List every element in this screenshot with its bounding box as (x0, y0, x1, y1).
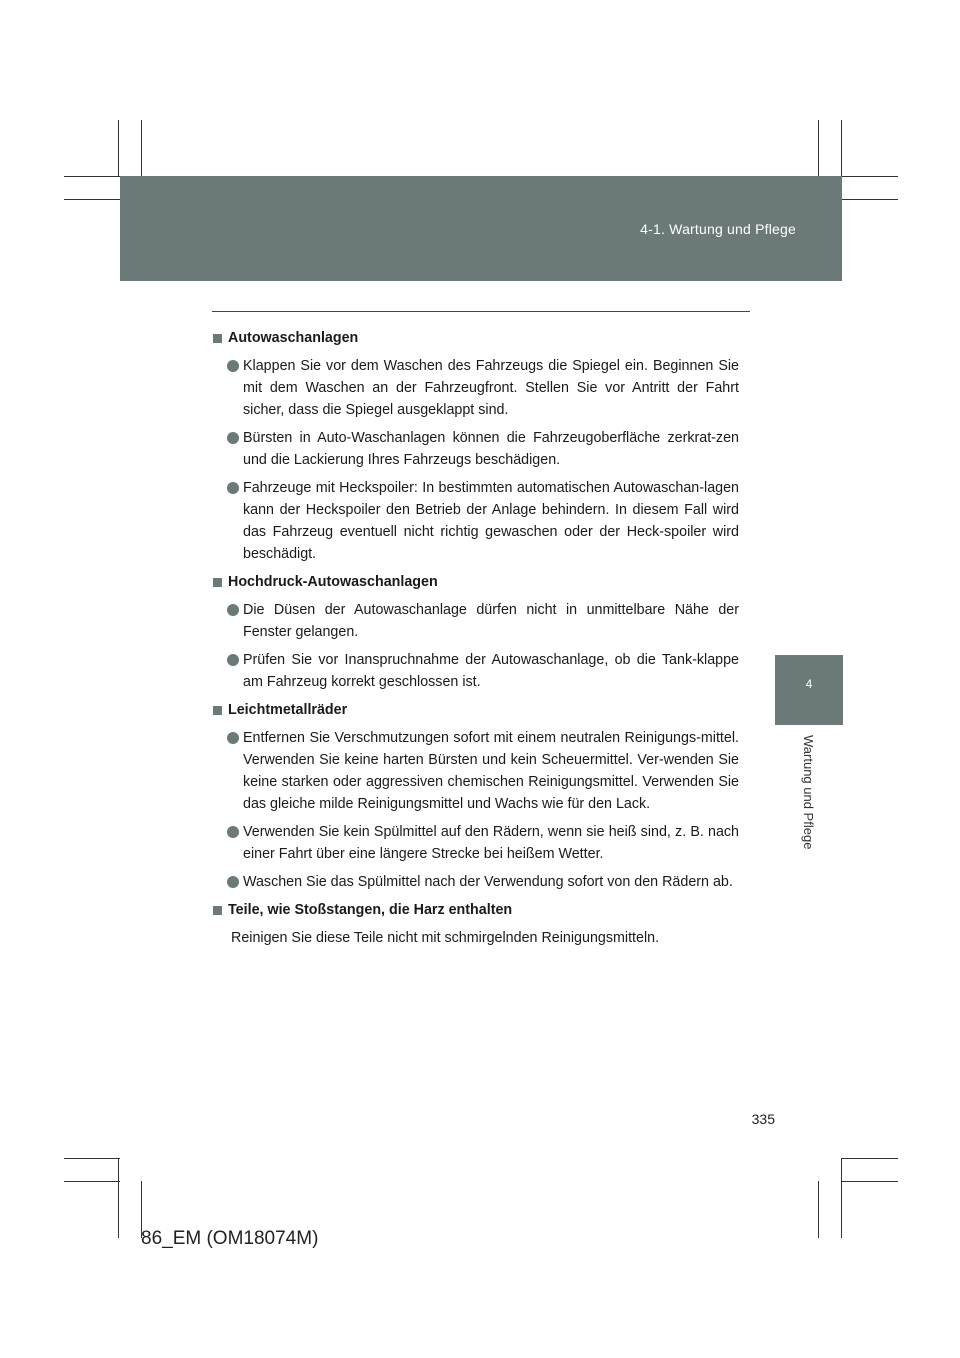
circle-bullet-icon (227, 654, 239, 666)
list-item: Fahrzeuge mit Heckspoiler: In bestimmten automatischen Autowaschan-lagen kann der Heckspoiler den Betrieb der Anlage behindern. In diesem Fall wird das Fahrzeug eventuell nicht richtig gewaschen oder der Heck-spoiler wird beschädigt. (213, 477, 739, 565)
list-item: Prüfen Sie vor Inanspruchnahme der Autowaschanlage, ob die Tank-klappe am Fahrzeug korrekt geschlossen ist. (213, 649, 739, 693)
section-heading: Hochdruck-Autowaschanlagen (213, 571, 739, 593)
crop-mark (841, 120, 842, 176)
crop-mark (141, 120, 142, 176)
section-heading: Leichtmetallräder (213, 699, 739, 721)
section-heading: Teile, wie Stoßstangen, die Harz enthalten (213, 899, 739, 921)
circle-bullet-icon (227, 604, 239, 616)
circle-bullet-icon (227, 732, 239, 744)
circle-bullet-icon (227, 482, 239, 494)
page-body (213, 327, 739, 955)
square-bullet-icon (213, 906, 222, 915)
crop-mark (841, 1158, 842, 1238)
crop-mark (118, 120, 119, 176)
square-bullet-icon (213, 334, 222, 343)
list-item: Verwenden Sie kein Spülmittel auf den Rädern, wenn sie heiß sind, z. B. nach einer Fahrt über eine längere Strecke bei heißem Wetter. (213, 821, 739, 865)
crop-mark (818, 120, 819, 176)
crop-mark (842, 1181, 898, 1182)
crop-mark (64, 199, 120, 200)
circle-bullet-icon (227, 876, 239, 888)
page-header (120, 176, 842, 281)
chapter-tab-label: Wartung und Pflege (801, 735, 816, 850)
crop-mark (118, 1158, 119, 1238)
crop-mark (842, 1158, 898, 1159)
crop-mark (842, 199, 898, 200)
chapter-number: 4 (805, 677, 813, 691)
square-bullet-icon (213, 578, 222, 587)
circle-bullet-icon (227, 432, 239, 444)
crop-mark (64, 1181, 120, 1182)
circle-bullet-icon (227, 360, 239, 372)
square-bullet-icon (213, 706, 222, 715)
list-item: Waschen Sie das Spülmittel nach der Verwendung sofort von den Rädern ab. (213, 871, 739, 893)
divider (212, 311, 750, 312)
crop-mark (818, 1181, 819, 1238)
crop-mark (842, 176, 898, 177)
crop-mark (64, 1158, 120, 1159)
paragraph: Reinigen Sie diese Teile nicht mit schmirgelnden Reinigungsmitteln. (231, 930, 660, 946)
section-heading: Autowaschanlagen (213, 327, 739, 349)
list-item: Die Düsen der Autowaschanlage dürfen nicht in unmittelbare Nähe der Fenster gelangen. (213, 599, 739, 643)
circle-bullet-icon (227, 826, 239, 838)
list-item: Bürsten in Auto-Waschanlagen können die Fahrzeugoberfläche zerkrat-zen und die Lackierung Ihres Fahrzeugs beschädigen. (213, 427, 739, 471)
list-item: Klappen Sie vor dem Waschen des Fahrzeugs die Spiegel ein. Beginnen Sie mit dem Waschen an der Fahrzeugfront. Stellen Sie vor Antritt der Fahrt sicher, dass die Spiegel ausgeklappt sind. (213, 355, 739, 421)
list-item: Entfernen Sie Verschmutzungen sofort mit einem neutralen Reinigungs-mittel. Verwenden Sie keine harten Bürsten und kein Scheuermittel. Ver-wenden Sie keine starken oder aggressiven chemischen Reinigungsmittel. Verwenden Sie das gleiche milde Reinigungsmittel und Wachs wie für den Lack. (213, 727, 739, 815)
chapter-title: 4-1. Wartung und Pflege (640, 221, 796, 237)
crop-mark (64, 176, 120, 177)
page-number: 335 (751, 1111, 775, 1127)
chapter-tab (775, 655, 843, 725)
document-code: 86_EM (OM18074M) (141, 1228, 319, 1249)
